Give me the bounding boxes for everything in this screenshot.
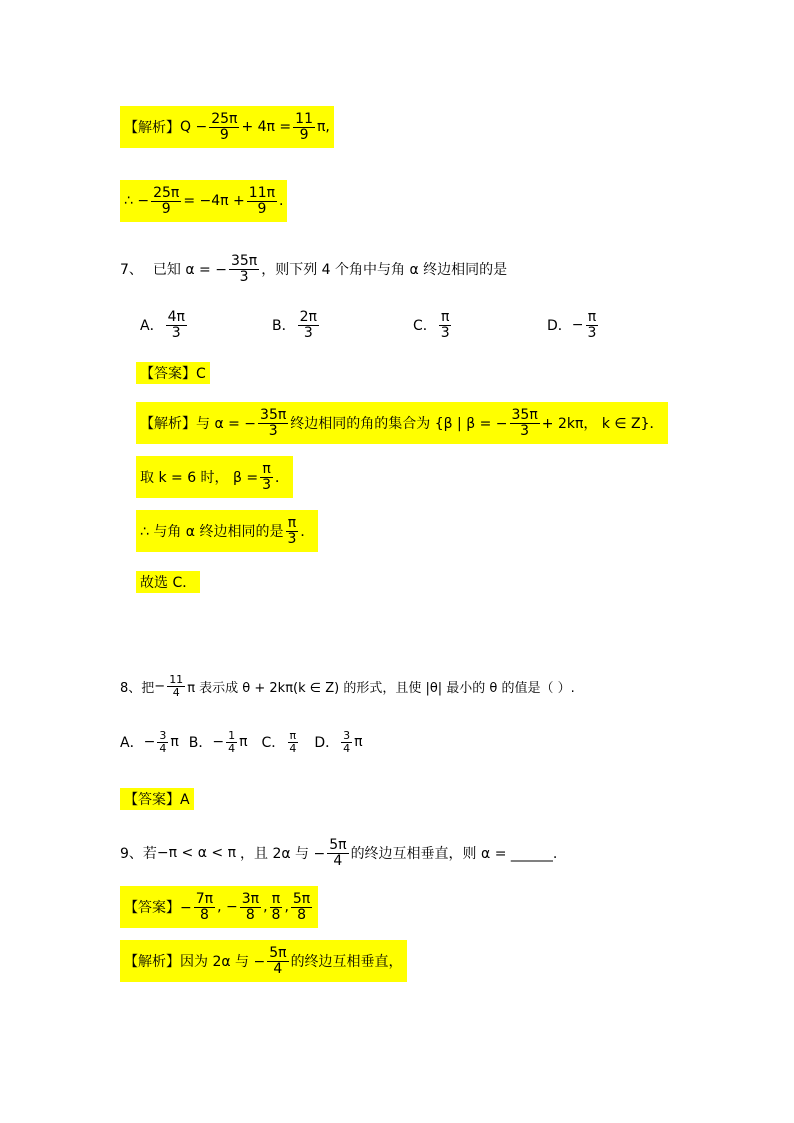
analysis-prefix: 【解析】 bbox=[124, 120, 180, 136]
denominator: 8 bbox=[271, 906, 281, 923]
numerator: π bbox=[289, 728, 297, 742]
fraction bbox=[586, 310, 599, 340]
option-label: D． bbox=[547, 318, 572, 334]
option-tail: π bbox=[354, 734, 363, 750]
denominator: 8 bbox=[245, 906, 255, 923]
denominator: 4 bbox=[333, 852, 343, 869]
analysis-9 bbox=[120, 940, 407, 982]
denominator: 4 bbox=[159, 741, 167, 755]
denominator: 3 bbox=[587, 324, 597, 341]
separator: , − bbox=[217, 899, 238, 915]
denominator: 9 bbox=[219, 126, 229, 143]
denominator: 4 bbox=[172, 685, 180, 699]
fraction bbox=[157, 730, 168, 754]
option-b bbox=[189, 730, 248, 754]
answer-7: 【答案】C bbox=[136, 362, 210, 384]
analysis-line-1 bbox=[120, 106, 334, 148]
numerator: 3π bbox=[241, 890, 260, 907]
fraction bbox=[194, 892, 215, 922]
option-tail: π bbox=[239, 734, 248, 750]
denominator: 3 bbox=[520, 422, 530, 439]
question-8-stem bbox=[120, 666, 575, 706]
math-text: ∴ − bbox=[124, 193, 150, 209]
fraction bbox=[291, 892, 312, 922]
question-9-stem bbox=[120, 832, 557, 874]
answer-8: 【答案】A bbox=[120, 788, 194, 810]
math-text: ． bbox=[275, 470, 290, 486]
fraction bbox=[151, 186, 181, 216]
fraction bbox=[298, 310, 319, 340]
fraction bbox=[209, 112, 239, 142]
numerator: 25π bbox=[153, 184, 180, 201]
denominator: 3 bbox=[303, 324, 313, 341]
option-d bbox=[314, 730, 362, 754]
numerator: 11 bbox=[295, 110, 313, 127]
question-text: ，则下列 4 个角中与角 α 终边相同的是 bbox=[261, 262, 508, 278]
numerator: 1 bbox=[228, 728, 236, 742]
numerator: 11π bbox=[248, 184, 276, 201]
option-sign: − bbox=[212, 734, 225, 750]
math-text: 取 k = 6 时， β = bbox=[140, 470, 259, 486]
numerator: 5π bbox=[269, 944, 287, 961]
numerator: 3 bbox=[343, 728, 351, 742]
option-label: B． bbox=[272, 318, 296, 334]
denominator: 4 bbox=[289, 741, 297, 755]
denominator: 3 bbox=[440, 324, 450, 341]
analysis-line-2 bbox=[120, 180, 287, 222]
fraction bbox=[439, 310, 452, 340]
fraction bbox=[270, 892, 283, 922]
question-8-options bbox=[120, 724, 363, 760]
math-text: − bbox=[154, 678, 166, 694]
math-text: 【解析】因为 2α 与 − bbox=[124, 954, 266, 970]
question-text: 的终边互相垂直，则 α = ______. bbox=[350, 846, 558, 862]
math-text: + 2kπ， k ∈ Z}． bbox=[541, 416, 664, 432]
math-text: −π < α < π bbox=[156, 845, 236, 861]
fraction bbox=[286, 516, 299, 546]
fraction bbox=[258, 408, 288, 438]
numerator: 4π bbox=[167, 308, 185, 325]
answer-9 bbox=[120, 886, 318, 928]
fraction bbox=[287, 730, 298, 754]
numerator: 25π bbox=[211, 110, 238, 127]
denominator: 3 bbox=[239, 268, 249, 285]
denominator: 9 bbox=[299, 126, 309, 143]
denominator: 3 bbox=[268, 422, 278, 439]
numerator: 5π bbox=[292, 890, 311, 907]
numerator: 5π bbox=[329, 836, 347, 853]
option-label: A． bbox=[120, 735, 144, 751]
option-c bbox=[413, 304, 454, 346]
numerator: 35π bbox=[230, 252, 258, 269]
fraction bbox=[341, 730, 352, 754]
fraction bbox=[167, 674, 185, 698]
numerator: 7π bbox=[195, 890, 214, 907]
option-label: C． bbox=[413, 318, 437, 334]
question-number: 7、 bbox=[120, 262, 143, 278]
option-label: C． bbox=[261, 735, 286, 751]
numerator: 3 bbox=[159, 728, 167, 742]
numerator: π bbox=[287, 514, 297, 531]
option-a bbox=[140, 304, 189, 346]
denominator: 9 bbox=[161, 200, 171, 217]
denominator: 4 bbox=[273, 960, 283, 977]
fraction bbox=[293, 112, 315, 142]
denominator: 3 bbox=[171, 324, 181, 341]
fraction bbox=[229, 254, 259, 284]
math-text: ∴ 与角 α 终边相同的是 bbox=[140, 524, 284, 540]
numerator: 35π bbox=[260, 406, 287, 423]
option-b bbox=[272, 304, 321, 346]
math-text: + 4π = bbox=[241, 119, 292, 135]
option-a bbox=[120, 730, 179, 754]
numerator: π bbox=[271, 890, 281, 907]
fraction bbox=[267, 946, 288, 976]
question-text: π 表示成 θ + 2kπ(k ∈ Z) 的形式，且使 |θ| 最小的 θ 的值是（ ）. bbox=[187, 680, 575, 696]
question-number: 8、把 bbox=[120, 680, 155, 696]
option-tail: π bbox=[170, 734, 179, 750]
numerator: 11 bbox=[169, 672, 184, 686]
fraction bbox=[240, 892, 261, 922]
denominator: 3 bbox=[262, 476, 272, 493]
fraction bbox=[247, 186, 277, 216]
option-sign: − bbox=[571, 317, 584, 333]
analysis-7-line-2 bbox=[136, 456, 293, 498]
fraction bbox=[510, 408, 540, 438]
option-d bbox=[547, 304, 600, 346]
denominator: 8 bbox=[199, 906, 209, 923]
option-label: A． bbox=[140, 318, 164, 334]
analysis-7-line-4: 故选 C． bbox=[136, 571, 200, 593]
option-sign: − bbox=[143, 734, 156, 750]
denominator: 4 bbox=[343, 741, 351, 755]
math-text: = −4π + bbox=[183, 193, 245, 209]
math-text: . bbox=[279, 193, 284, 209]
math-text: 【解析】与 α = − bbox=[140, 416, 257, 432]
numerator: π bbox=[587, 308, 597, 325]
math-text: ． bbox=[300, 524, 315, 540]
separator: , bbox=[263, 899, 268, 915]
question-7-stem bbox=[120, 248, 507, 290]
option-label: B． bbox=[188, 735, 213, 751]
math-text: 终边相同的角的集合为 {β | β = − bbox=[290, 416, 508, 432]
fraction bbox=[327, 838, 348, 868]
denominator: 8 bbox=[297, 906, 307, 923]
math-text: π, bbox=[316, 119, 330, 135]
math-text: 已知 α = − bbox=[152, 262, 227, 278]
denominator: 4 bbox=[228, 741, 236, 755]
analysis-7-line-1 bbox=[136, 402, 668, 444]
analysis-7-line-3 bbox=[136, 510, 318, 552]
numerator: π bbox=[262, 460, 271, 477]
fraction bbox=[260, 462, 273, 492]
separator: , bbox=[284, 899, 289, 915]
math-text: 的终边互相垂直， bbox=[290, 954, 403, 970]
fraction bbox=[226, 730, 237, 754]
denominator: 9 bbox=[257, 200, 267, 217]
math-text: ，且 2α 与 − bbox=[240, 846, 326, 862]
math-text: Q − bbox=[180, 119, 208, 135]
numerator: 2π bbox=[299, 308, 317, 325]
answer-prefix: 【答案】− bbox=[124, 900, 192, 916]
numerator: 35π bbox=[511, 406, 538, 423]
option-c bbox=[262, 730, 301, 754]
question-number: 9、若 bbox=[120, 846, 157, 862]
numerator: π bbox=[441, 308, 450, 325]
option-label: D． bbox=[314, 735, 340, 751]
fraction bbox=[166, 310, 187, 340]
denominator: 3 bbox=[287, 530, 297, 547]
